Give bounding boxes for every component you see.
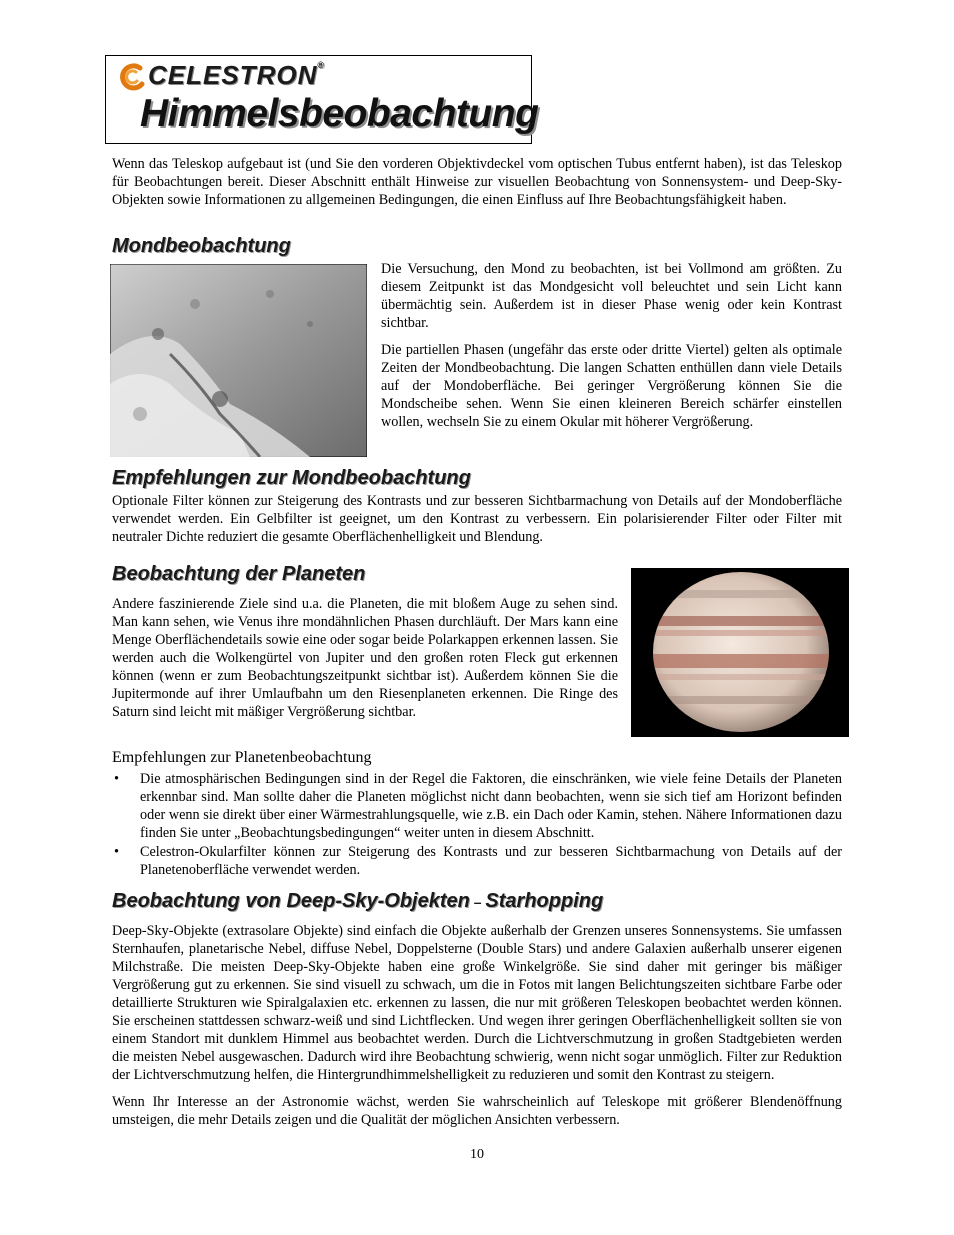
moon-tips-text: Optionale Filter können zur Steigerung des Kontrasts und zur besseren Sichtbarmachung von Details auf der Mondoberfläche verwendet werden. Ein Gelbfilter ist geeignet, um den Kontrast zu verbessern. Ein polarisierender Filter oder Filter mit neutraler Dichte reduziert die gesamte Oberflächenhelligkeit und Blendung.: [112, 493, 842, 545]
moon-paragraph-2: Die partiellen Phasen (ungefähr das erste oder dritte Viertel) gelten als optimale Zeiten der Mondbeobachtung. Die langen Schatten enthüllen dann viele Details auf der Mondoberfläche. Bei geringer Vergrößerung können Sie die Mondscheibe sehen. Wenn Sie einen kleineren Bereich schärfer einstellen wollen, wechseln Sie zu einem Okular mit höherer Vergrößerung.: [381, 342, 842, 430]
brand-logo: [148, 60, 325, 91]
celestron-swirl-icon: [118, 62, 148, 92]
deepsky-heading-dash: –: [469, 894, 486, 910]
planets-heading: Beobachtung der Planeten: [112, 563, 366, 585]
moon-text: [381, 260, 842, 431]
list-item-text: Celestron-Okularfilter können zur Steigerung des Kontrasts und zur besseren Sichtbarmachung von Details auf der Planetenoberfläche verwendet werden.: [140, 844, 842, 878]
list-item: [112, 843, 842, 879]
planets-text: Andere faszinierende Ziele sind u.a. die Planeten, die mit bloßem Auge zu sehen sind. Man kann sehen, wie Venus ihre mondähnlichen Phasen durchläuft. Der Mars kann eine Menge Oberflächendetails sowie eine oder sogar beide Polarkappen erkennen lassen. Sie werden auch die Wolkengürtel von Jupiter und den großen roten Fleck gut erkennen können (wenn er zum Beobachtungszeitpunkt sichtbar ist). Außerdem können Sie die Jupitermonde auf ihrer Umlaufbahn um den Riesenplaneten erkennen. Die Ringe des Saturn sind leicht mit mäßiger Vergrößerung sichtbar.: [112, 596, 618, 720]
moon-paragraph-1: Die Versuchung, den Mond zu beobachten, ist bei Vollmond am größten. Zu diesem Zeitpunkt ist das Mondgesicht voll beleuchtet und sein Licht kann übermächtig sein. Außerdem ist in dieser Phase wenig oder kein Kontrast sichtbar.: [381, 261, 842, 331]
deepsky-text: [112, 922, 842, 1129]
deepsky-heading: [112, 890, 603, 913]
brand-name: CELESTRON: [148, 60, 318, 90]
moon-surface-image: [110, 264, 367, 457]
list-item: [112, 770, 842, 842]
intro-paragraph: Wenn das Teleskop aufgebaut ist (und Sie den vorderen Objektivdeckel vom optischen Tubus entfernt haben), ist das Teleskop für Beobachtungen bereit. Dieser Abschnitt enthält Hinweise zur visuellen Beobachtung von Sonnensystem- und Deep-Sky-Objekten sowie Informationen zu allgemeinen Bedingungen, die einen Einfluss auf Ihre Beobachtungsfähigkeit haben.: [112, 156, 842, 208]
deepsky-heading-sub: Starhopping: [485, 890, 604, 912]
registered-mark: ®: [317, 60, 325, 70]
jupiter-image: [631, 568, 849, 737]
bullet-icon: •: [114, 844, 119, 860]
list-item-text: Die atmosphärischen Bedingungen sind in der Regel die Faktoren, die einschränken, wie viele feine Details der Planeten erkennbar sind. Man sollte daher die Planeten möglichst nicht dann beobachten, wenn sie sich tief am Horizont befinden oder wenn sie direkt über einer Wärmestrahlungsquelle, wie z.B. ein Dach oder Kamin, stehen. Nähere Informationen dazu finden Sie unter „Beobachtungsbedingungen“ weiter unten in diesem Abschnitt.: [140, 771, 842, 841]
moon-heading: Mondbeobachtung: [112, 235, 291, 257]
deepsky-paragraph-2: Wenn Ihr Interesse an der Astronomie wächst, werden Sie wahrscheinlich auf Teleskope mit größerer Blendenöffnung umsteigen, die mehr Details zeigen und die Qualität der möglichen Ansichten verbessern.: [112, 1094, 842, 1128]
page-title: Himmelsbeobachtung: [140, 92, 539, 135]
planet-tips-heading: Empfehlungen zur Planetenbeobachtung: [112, 749, 372, 766]
page-number: 10: [470, 1147, 484, 1162]
bullet-icon: •: [114, 771, 119, 787]
planet-tips-list: [112, 770, 842, 879]
deepsky-heading-main: Beobachtung von Deep-Sky-Objekten: [112, 890, 470, 912]
deepsky-paragraph-1: Deep-Sky-Objekte (extrasolare Objekte) sind einfach die Objekte außerhalb der Grenzen unseres Sonnensystems. Sie umfassen Sternhaufen, planetarische Nebel, diffuse Nebel, Doppelsterne (Double Stars) und andere Galaxien außerhalb unserer eigenen Milchstraße. Die meisten Deep-Sky-Objekte haben eine große Winkelgröße. Sie sind daher mit geringer bis mäßiger Vergrößerung gut zu erkennen. Sie sind visuell zu schwach, um die in Fotos mit langen Belichtungszeiten sichtbare Farbe oder detaillierte Strukturen wie Spiralgalaxien etc. erkennen zu lassen, die nur mit größeren Teleskopen beobachtet werden können. Sie erscheinen stattdessen schwarz-weiß und sind Lichtflecken. Und wegen ihrer geringen Oberflächenhelligkeit sollten sie von einem Standort mit dunklem Himmel aus beobachtet werden. Durch die Lichtverschmutzung in großen Stadtgebieten werden die meisten Nebel ausgewaschen. Dadurch wird ihre Beobachtung schwierig, wenn nicht sogar unmöglich. Filter zur Reduktion der Lichtverschmutzung helfen, die Hintergrundhimmelshelligkeit zu reduzieren und somit den Kontrast zu steigern.: [112, 923, 842, 1083]
moon-tips-heading: Empfehlungen zur Mondbeobachtung: [112, 467, 471, 489]
header-box: [105, 55, 539, 144]
